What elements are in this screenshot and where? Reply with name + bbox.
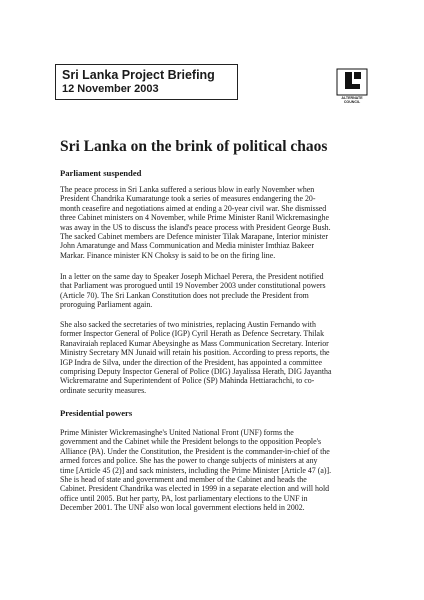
text-line: government and the Cabinet while the President belongs to the opposition People's bbox=[60, 437, 322, 447]
logo-text-line-2: COUNCIL bbox=[343, 100, 361, 104]
text-line: Ministry Secretary MN Junaid will retain his position. According to press reports, the bbox=[60, 348, 330, 358]
organization-logo bbox=[336, 68, 368, 104]
briefing-date: 12 November 2003 bbox=[62, 83, 159, 95]
text-line: ordinate security measures. bbox=[60, 385, 147, 395]
paragraph bbox=[60, 320, 372, 395]
text-line: The sacked Cabinet members are Defence minister Tilak Marapane, Interior minister bbox=[60, 232, 328, 242]
briefing-header-box bbox=[55, 64, 238, 100]
text-line: Ranaviraiah replaced Kumar Abeysinghe as Mass Communication Secretary. Interior bbox=[60, 338, 329, 348]
text-line: that Parliament was prorogued until 19 November 2003 under constitutional powers bbox=[60, 281, 326, 291]
text-line: Prime Minister Wickremasinghe's United National Front (UNF) forms the bbox=[60, 428, 294, 437]
bracket-l-logo-icon bbox=[336, 68, 368, 96]
text-line: She also sacked the secretaries of two ministries, replacing Austin Fernando with bbox=[60, 320, 316, 329]
text-line: In a letter on the same day to Speaker Joseph Michael Perera, the President notified bbox=[60, 272, 324, 281]
text-line: month ceasefire and negotiations aimed at ending a 20-year civil war. She dismissed bbox=[60, 203, 327, 213]
text-line: three Cabinet ministers on 4 November, while Prime Minister Ranil Wickremasinghe bbox=[60, 213, 329, 223]
section-heading-presidential-powers: Presidential powers bbox=[60, 408, 133, 418]
text-line: (Article 70). The Sri Lankan Constitution does not preclude the President from bbox=[60, 290, 309, 300]
text-line: armed forces and police. She has the power to change subjects of ministers at any bbox=[60, 456, 318, 466]
text-line: Cabinet. President Chandrika was elected in 1999 in a separate election and will hold bbox=[60, 484, 330, 494]
paragraph bbox=[60, 185, 372, 260]
text-line: Wickremaratne and Superintendent of Police (SP) Mahinda Hettiarachchi, to co- bbox=[60, 376, 315, 386]
logo-text-line-1: ALTERNATE bbox=[341, 96, 363, 100]
briefing-title: Sri Lanka Project Briefing bbox=[62, 68, 215, 82]
section-heading-parliament: Parliament suspended bbox=[60, 168, 142, 178]
paragraph bbox=[60, 428, 372, 513]
text-line: proroguing Parliament again. bbox=[60, 300, 153, 310]
article-title: Sri Lanka on the brink of political chaos bbox=[60, 138, 328, 155]
text-line: Alliance (PA). Under the Constitution, the President is the commander-in-chief of the bbox=[60, 446, 330, 456]
text-line: December 2001. The UNF also won local government elections held in 2002. bbox=[60, 503, 305, 513]
text-line: office until 2005. But her party, PA, lost parliamentary elections to the UNF in bbox=[60, 493, 308, 503]
text-line: comprising Deputy Inspector General of Police (DIG) Jayalissa Herath, DIG Jayantha bbox=[60, 367, 332, 377]
text-line: Markar. Finance minister KN Choksy is said to be on the firing line. bbox=[60, 250, 276, 260]
text-line: The peace process in Sri Lanka suffered a serious blow in early November when bbox=[60, 185, 315, 194]
text-line: President Chandrika Kumaratunge took a series of measures endangering the 20- bbox=[60, 194, 316, 204]
text-line: John Amaratunge and Mass Communication and Media minister Imthiaz Bakeer bbox=[60, 241, 314, 251]
text-line: IGP Indra de Silva, under the direction of the President, has appointed a committee bbox=[60, 357, 322, 367]
text-line: former Inspector General of Police (IGP) Cyril Herath as Defence Secretary. Thilak bbox=[60, 329, 325, 339]
paragraph bbox=[60, 272, 372, 310]
text-line: was away in the US to discuss the island's peace process with President George Bush. bbox=[60, 222, 331, 232]
text-line: time [Article 45 (2)] and sack ministers, including the Prime Minister [Article 47 (a)]. bbox=[60, 465, 332, 475]
text-line: She is head of state and government and member of the Cabinet and heads the bbox=[60, 475, 307, 485]
